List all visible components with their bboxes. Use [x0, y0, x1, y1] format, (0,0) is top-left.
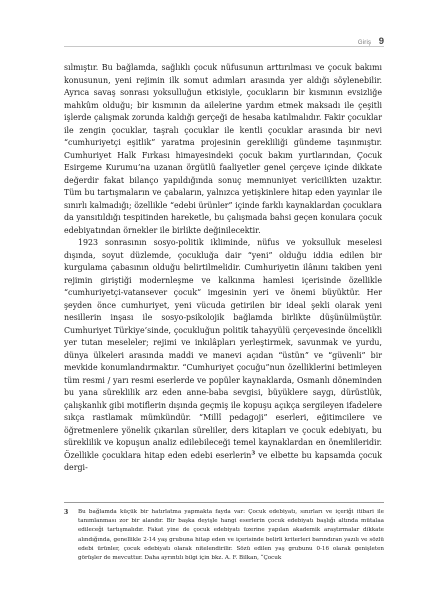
footnote — [64, 508, 384, 563]
paragraph-2-continuation: ve elbette bu kapsamda çocuk dergi- — [64, 450, 382, 472]
paragraph-1: sılmıştır. Bu bağlamda, sağlıklı çocuk nüfusunun arttırılması ve çocuk bakımı konusunun, yeni rejimin ilk somut adımları arasında yer aldığı söylenebilir. Ayrıca savaş sonrası yoksulluğun etkisiyle, çocukların bir kısmının evsizliğe mahkûm olduğu; bir kısmının da ailelerine yardım etmek maksadı ile çeşitli işlerde çalışmak zorunda kaldığı gerçeği de hesaba katılmalıdır. Fakir çocuklar ile zengin çocuklar, taşralı çocuklar ile kentli çocuklar arasında bir nevi “cumhuriyetçi eşitlik” yaratma projesinin gerekliliği gündeme taşınmıştır. Cumhuriyet Halk Fırkası himayesindeki çocuk bakım yurtlarından, Çocuk Esirgeme Kurumu’na uzanan örgütlü faaliyetler genel çerçeve içinde dikkate değerdir fakat bilanço yapıldığında sonuç memnuniyet vericilikten uzaktır. Tüm bu tartışmaların ve çabaların, yalnızca yetişkinlere hitap eden yayınlar ile sınırlı kalmadığı; özellikle “edebi ürünler” içinde farklı kaynaklardan çocuklara da yansıtıldığı tespitinden hareketle, bu çalışmada bahsi geçen konulara çocuk edebiyatından örnekler ile birlikte değinilecektir. — [64, 63, 382, 235]
body-text — [64, 62, 382, 475]
page-number: 9 — [378, 36, 384, 47]
footnote-text: Bu bağlamda küçük bir hatırlatma yapmakta fayda var: Çocuk edebiyatı, sınırları ve içeriği itibari ile tanımlanması zor bir alandır. Bir başka deyişle hangi eserlerin çocuk edebiyatı başlığı altında mütalaa edileceği tartışmalıdır. Fakat yine de çocuk edebiyatı üzerine yapılan akademik araştırmalar dikkate alındığında, genellikle 2-14 yaş grubuna hitap eden ve içerisinde belirli kriterleri barındıran yazılı ve sözlü edebi ürünler, çocuk edebiyatı olarak nitelendirilir. Sözü edilen yaş grubunu 0-16 olarak genişleten görüşler de mevcuttur. Daha ayrıntılı bilgi için bkz. A. F. Bilkan, “Çocuk — [78, 509, 384, 562]
footnote-rule — [64, 502, 384, 503]
paragraph-2-text: 1923 sonrasının sosyo-politik ikliminde, nüfus ve yoksulluk meselesi dışında, soyut düzlemde, çocukluğa dair “yeni” olduğu iddia edilen bir kurgulama çabasının olduğu belirtilmelidir. Cumhuriyetin ilânını takiben yeni rejimin girişti̇ği modernleşme ve kalkınma hamlesi içerisinde özellikle “cumhuriyetçi-vatansever çocuk” imgesinin yeri ve önemi büyüktür. Her şeyden önce cumhuriyet, yeni vücuda getirilen bir ideal şekli olarak yeni nesillerin inşası ile sosyo-psikolojik bağlamda birlikte düşünülmüştür. Cumhuriyet Türkiye’sinde, çocukluğun politik tahayyülü çerçevesinde öncelikli yer tutan meseleler; rejimi ve inkılâpları yerleştirmek, savunmak ve yurdu, dünya ülkeleri arasında maddi ve manevi açıdan “üstün” ve “güvenli” bir mevkide konumlandırmaktır. “Cumhuriyet çocuğu”nun özelliklerini betimleyen tüm resmi / yarı resmi eserlerde ve popüler kaynaklarda, Osmanlı döneminden bu yana süreklilik arz eden anne-baba sevgisi, büyüklere saygı, dürüstlük, çalışkanlık gibi motiflerin dışında geçmiş ile kopuşu açıkça sergileyen ifadelere sıkça rastlamak mümkündür. “Millî pedagoji” eserleri, eğitimcilere ve öğretmenlere yönelik çıkarılan süreliler, ders kitapları ve çocuk edebiyatı, bu süreklilik ve kopuşun analiz edilebileceği temel kaynaklardan en önemlileridir. Özellikle çocuklara hitap eden edebi eserlerin — [64, 238, 382, 460]
footnote-number: 3 — [64, 509, 69, 516]
header-rule — [64, 46, 384, 47]
paragraph-2 — [64, 237, 382, 475]
footnote-reference[interactable]: 3 — [251, 449, 256, 456]
running-head-section: Giriş — [357, 40, 372, 46]
